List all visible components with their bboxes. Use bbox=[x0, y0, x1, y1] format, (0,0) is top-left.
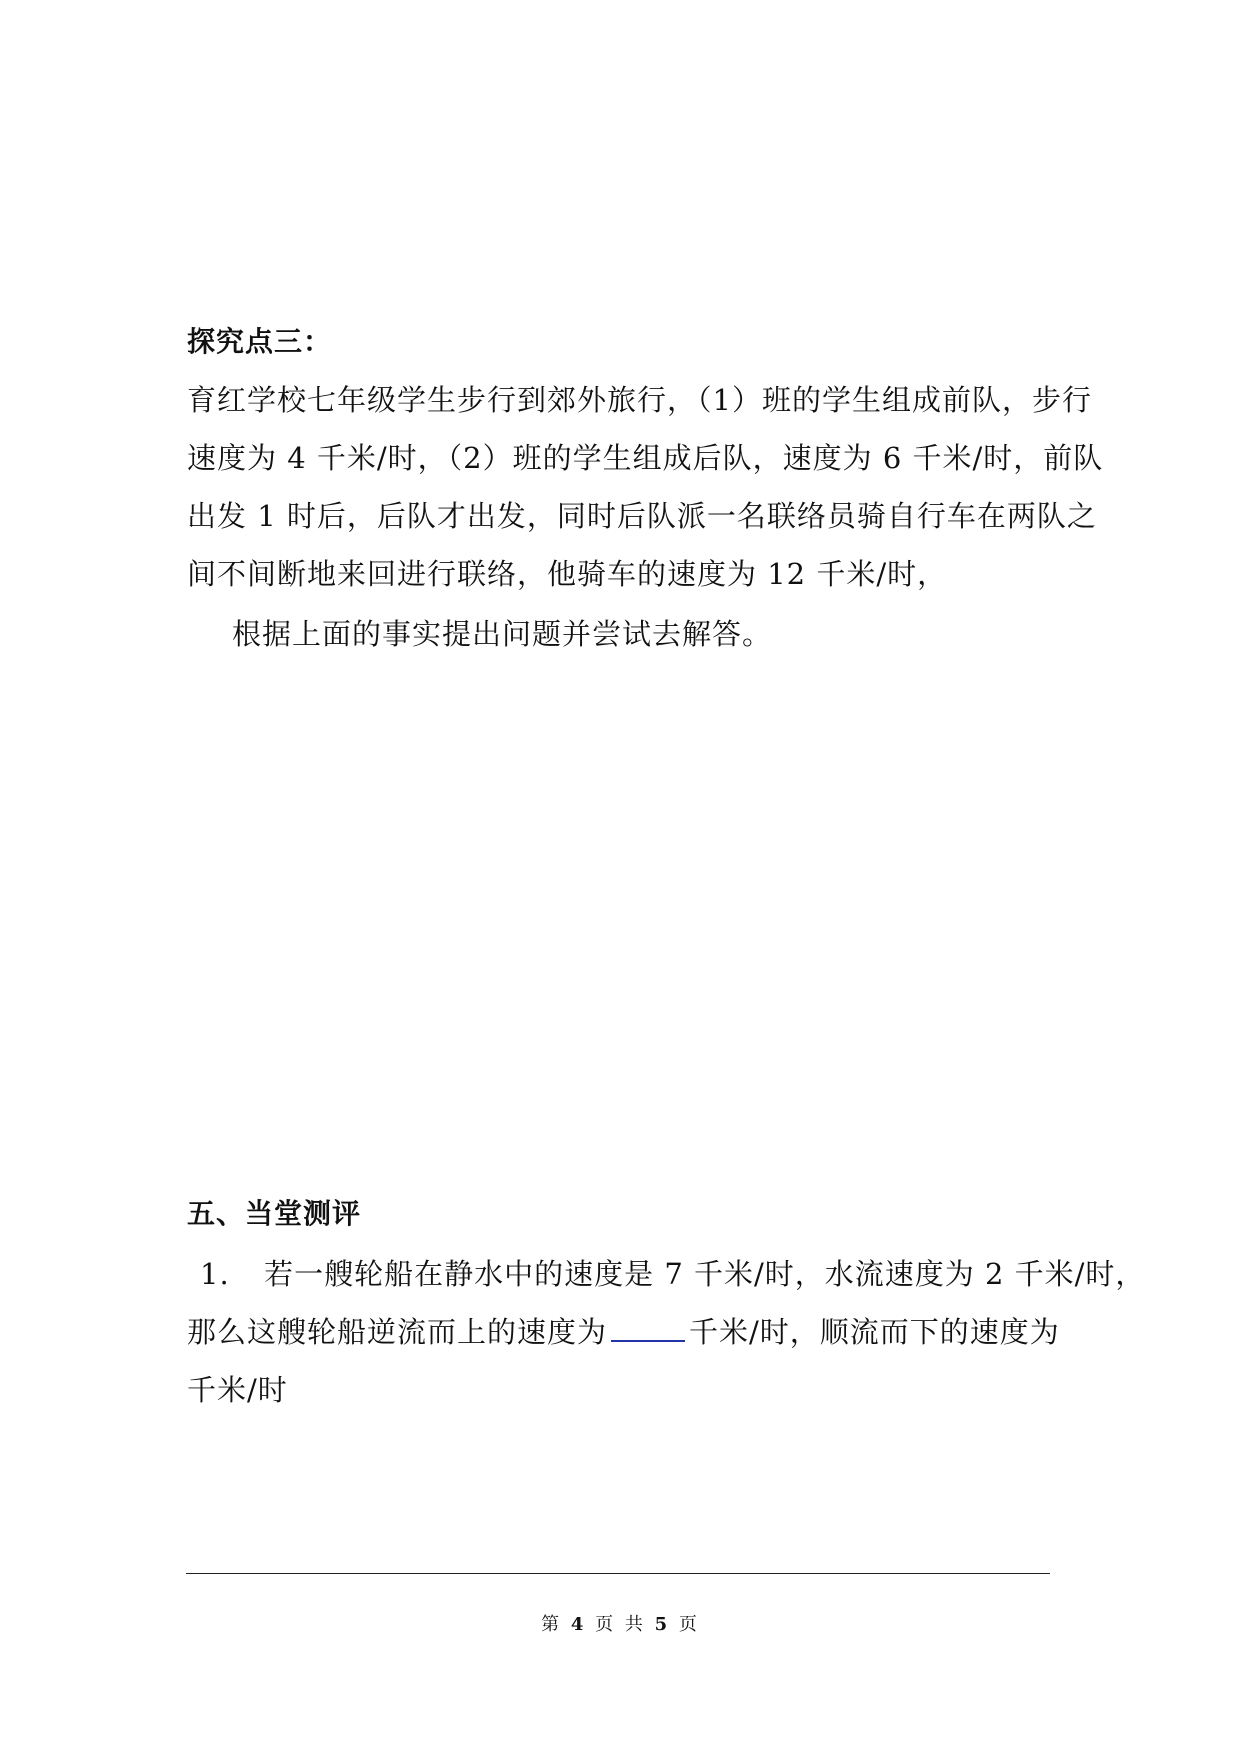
problem-text-line-4: 间不间断地来回进行联络，他骑车的速度为 12 千米/时， bbox=[187, 557, 948, 591]
section-title-assessment: 五、当堂测评 bbox=[187, 1197, 362, 1230]
question-1-text-after-blank: 千米/时，顺流而下的速度为 bbox=[689, 1315, 1060, 1349]
problem-text-line-1: 育红学校七年级学生步行到郊外旅行，（1）班的学生组成前队，步行 bbox=[187, 383, 1092, 417]
problem-text-line-3: 出发 1 时后，后队才出发，同时后队派一名联络员骑自行车在两队之 bbox=[187, 499, 1097, 533]
answer-blank[interactable] bbox=[611, 1316, 685, 1342]
question-1-text: 若一艘轮船在静水中的速度是 7 千米/时，水流速度为 2 千米/时， bbox=[264, 1257, 1146, 1291]
problem-prompt: 根据上面的事实提出问题并尝试去解答。 bbox=[232, 617, 773, 651]
question-1-text-before-blank: 那么这艘轮船逆流而上的速度为 bbox=[187, 1315, 608, 1349]
page-footer bbox=[0, 1610, 1241, 1636]
footer-prefix: 第 bbox=[541, 1614, 563, 1635]
section-title-explore-3: 探究点三： bbox=[187, 325, 333, 358]
question-1-line-1 bbox=[200, 1252, 1146, 1293]
problem-text-line-2: 速度为 4 千米/时，（2）班的学生组成后队，速度为 6 千米/时，前队 bbox=[187, 441, 1104, 475]
question-number: 1. bbox=[200, 1257, 230, 1291]
footer-divider bbox=[186, 1573, 1050, 1574]
footer-middle: 页 共 bbox=[595, 1614, 646, 1635]
footer-suffix: 页 bbox=[678, 1614, 700, 1635]
question-1-line-3: 千米/时 bbox=[187, 1373, 288, 1407]
question-1-line-2 bbox=[187, 1310, 1067, 1351]
total-pages-number: 5 bbox=[654, 1614, 671, 1635]
current-page-number: 4 bbox=[570, 1614, 587, 1635]
